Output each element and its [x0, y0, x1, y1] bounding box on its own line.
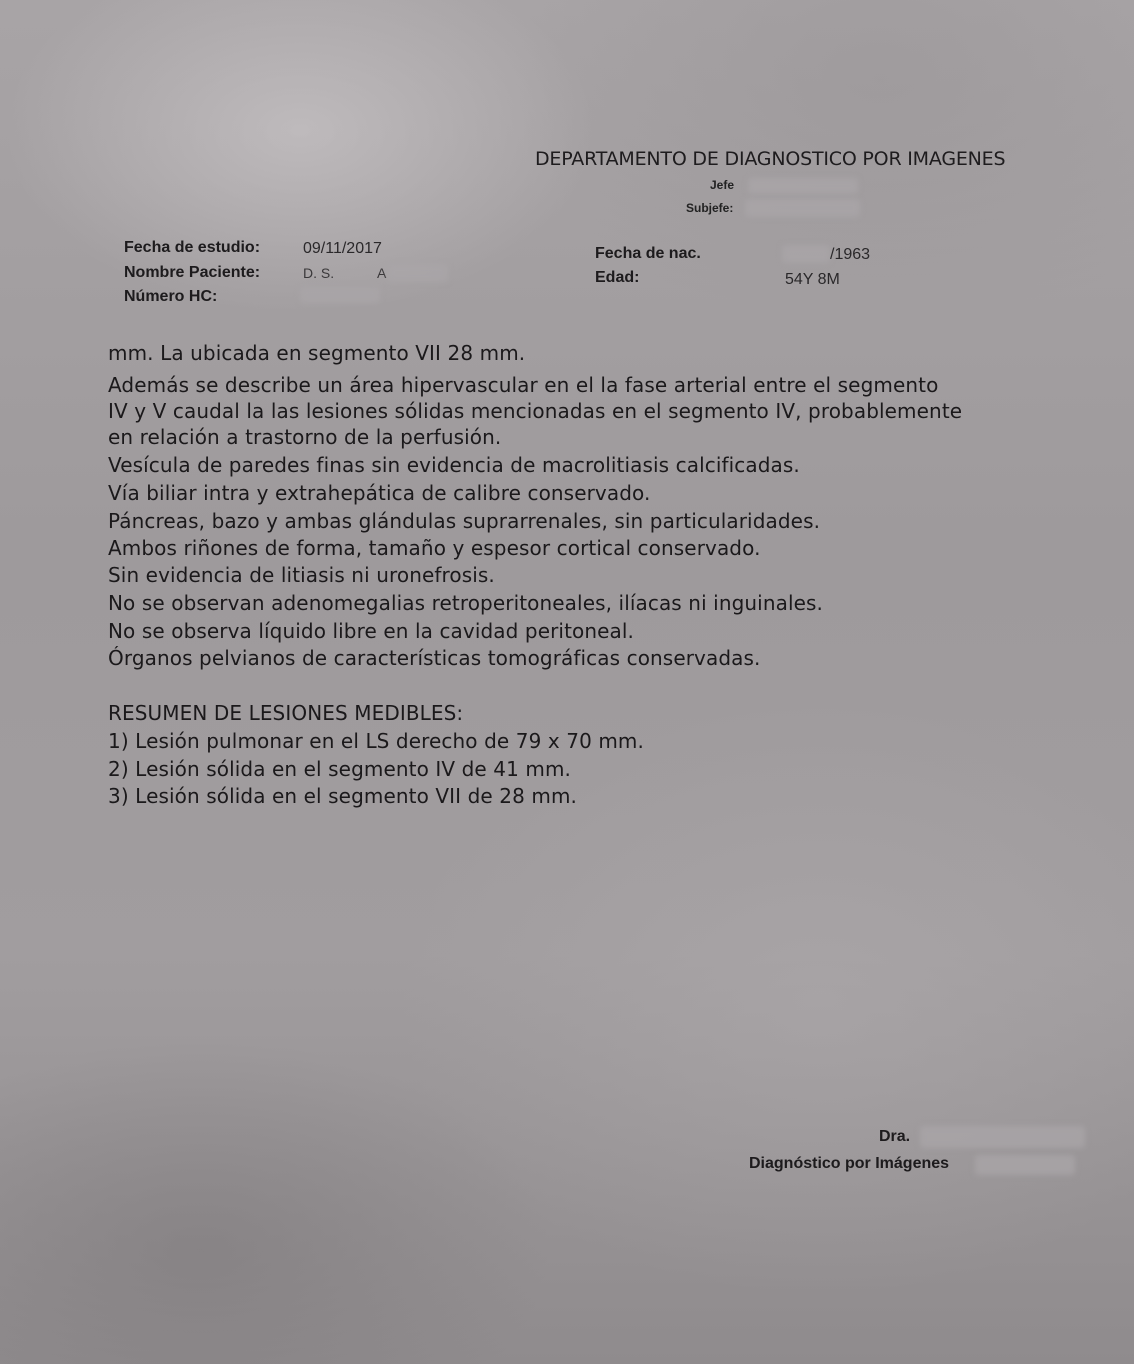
report-line: Órganos pelvianos de características tomográficas conservadas. [108, 646, 761, 670]
redacted-signer-extra [975, 1155, 1075, 1175]
report-line: Páncreas, bazo y ambas glándulas suprarrenales, sin particularidades. [108, 509, 821, 533]
redacted-subjefe-name [745, 199, 860, 217]
report-line: Vesícula de paredes finas sin evidencia de macrolitiasis calcificadas. [108, 453, 800, 477]
age-value: 54Y 8M [785, 271, 840, 288]
report-line: No se observan adenomegalias retroperitoneales, ilíacas ni inguinales. [108, 591, 824, 615]
subjefe-label: Subjefe: [686, 201, 734, 215]
report-line: Ambos riñones de forma, tamaño y espesor cortical conservado. [108, 536, 761, 560]
redacted-signer-name [920, 1126, 1085, 1148]
summary-item: 1) Lesión pulmonar en el LS derecho de 79 x 70 mm. [108, 729, 644, 753]
signature-department: Diagnóstico por Imágenes [749, 1155, 950, 1172]
report-line: Vía biliar intra y extrahepática de calibre conservado. [108, 481, 651, 505]
redacted-patient-name [388, 264, 448, 282]
department-title: DEPARTAMENTO DE DIAGNOSTICO POR IMAGENES [535, 148, 1006, 170]
jefe-label: Jefe [710, 178, 735, 192]
summary-item: 2) Lesión sólida en el segmento IV de 41 mm. [108, 757, 572, 781]
report-line: No se observa líquido libre en la cavidad peritoneal. [108, 619, 635, 643]
patient-name-label: Nombre Paciente: [124, 264, 261, 281]
report-line: IV y V caudal la las lesiones sólidas mencionadas en el segmento IV, probablemente [108, 399, 963, 423]
report-line: Además se describe un área hipervascular en el la fase arterial entre el segmento [108, 373, 939, 397]
signature-title: Dra. [879, 1128, 911, 1145]
study-date-label: Fecha de estudio: [124, 239, 261, 256]
summary-item: 3) Lesión sólida en el segmento VII de 28 mm. [108, 784, 578, 808]
redacted-hc-number [300, 287, 380, 303]
patient-name-second: A [377, 265, 387, 281]
age-label: Edad: [595, 269, 640, 286]
report-line: Sin evidencia de litiasis ni uronefrosis. [108, 563, 495, 587]
report-line: mm. La ubicada en segmento VII 28 mm. [108, 341, 526, 365]
report-line: en relación a trastorno de la perfusión. [108, 425, 502, 449]
redacted-birth-day [782, 245, 830, 263]
birth-date-value: /1963 [830, 246, 871, 263]
summary-title: RESUMEN DE LESIONES MEDIBLES: [108, 701, 464, 725]
birth-date-label: Fecha de nac. [595, 245, 701, 262]
hc-number-label: Número HC: [124, 288, 218, 305]
patient-name-initials: D. S. [303, 265, 335, 281]
redacted-jefe-name [748, 178, 858, 194]
study-date-value: 09/11/2017 [303, 240, 382, 257]
